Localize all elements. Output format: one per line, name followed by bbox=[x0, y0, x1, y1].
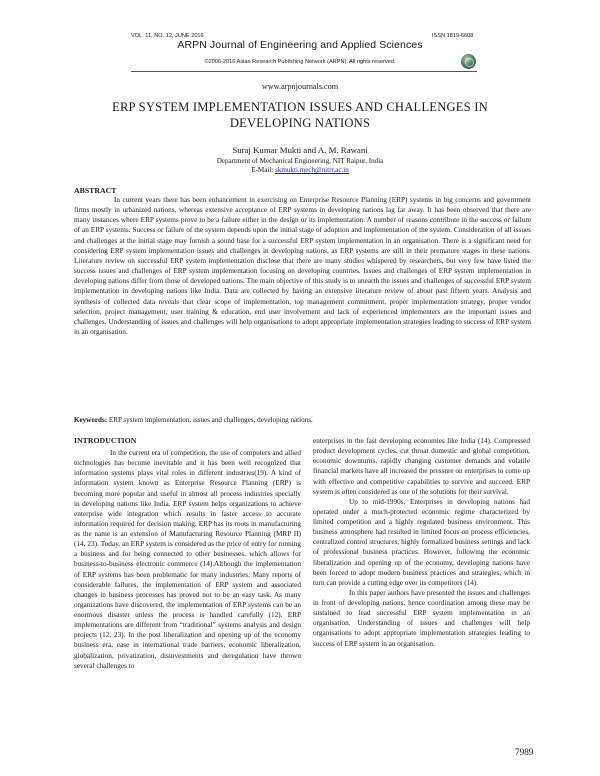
email-label: E-Mail: bbox=[251, 166, 276, 174]
introduction-heading: INTRODUCTION bbox=[74, 436, 137, 445]
left-column bbox=[74, 448, 301, 671]
abstract-text: In current years there has been enhancement in exercising on Enterprise Resource Planning (ERP) systems in big concerns and government firms mostly in urbanized nations, whereas extensive acceptance of ERP systems in developing nations lag far away. It has been observed that there are many instances where ERP systems prove to be a failure either in the design or its implementation. A number of reasons contribute in the success or failure of an ERP systems. Success or failure of the system depends upon the initial stage of adoption and implementation of the system. Consideration of all issues and challenges at the initial stage may furnish a sound base for a successful ERP system implementation in an organisation. There is a significant need for considering ERP system implementation issues and challenges in developing nations, as ERP systems are still in their premature stages in these nations. Literature review on successful ERP system implementation disclose that there are many studies whispered by researchers, but very few have listed the success issues and challenges of ERP system implementation focusing on developing countries. Issues and challenges of ERP system implementation in developing nations differ from those of developed nations. The main objective of this study is to unearth the issues and challenges of successful ERP system implementation in developing nations like India. Data are collected by having an extensive literature review of about past fifteen years. Analysis and synthesis of collected data reveals that clear scope of implementation, top management commitment, proper implementation strategy, proper vendor selection, project management, user training & education, end user involvement and lack of experienced implementers are the important issues and challenges. Understanding of issues and challenges will help organisations to adopt appropriate implementation strategies leading to success of ERP system in an organisation. bbox=[74, 196, 531, 337]
journal-title: ARPN Journal of Engineering and Applied Sciences bbox=[177, 39, 423, 51]
keywords-text: ERP system implementation, issues and challenges, developing nations. bbox=[107, 416, 313, 424]
right-column bbox=[313, 436, 530, 649]
keywords-line bbox=[74, 416, 531, 424]
keywords-label: Keywords: bbox=[74, 416, 108, 424]
website-link[interactable]: www.arpnjournals.com bbox=[261, 82, 339, 91]
intro-paragraph-1: In the current era of competition, the use of computers and allied technologies has become inevitable and it has been well recognized that information systems plays vital roles in different industries(19). A kind of information system known as Enterprise Resource Planning (ERP) is becoming more popular and useful in almost all process industries specially in developing nations like India. ERP system helps organizations to achieve enterprise wide integration which results in faster access to accurate information required for decision making. ERP has its roots in manufacturing as the name is an extension of Manufacturing Resource Planning (MRP II) (14, 23). Today, an ERP system is considered as the price of entry for running a business and for being connected to other businesses, which allows for business-to-business electronic commerce (14).Although the implementation of ERP systems has been problematic for many industries. Many reports of considerable failures, the implementation of ERP system and associated changes in business processes has proved not to be an easy task. As many organizations have discovered, the implementation of ERP systems can be an enormous disaster unless the process is handled carefully (12). ERP implementations are different from “traditional” systems analysis and design projects (12, 23). In the post liberalization and opening up of the economy business era, ease in international trade barriers, economic liberalization, globalization, privatization, disinvestments and deregulation have thrown several challenges to bbox=[74, 449, 301, 670]
intro-paragraph-2: Up to mid-1990s, Enterprises in developing nations had operated under a much-protected economic regime characterized by limited competition and a highly regulated business environment. This business atmosphere had resulted in limited focus on process efficiencies, centralized control structures, highly formalized business settings and lack of professional business practices. However, following the economic liberalization and opening up of the economy, developing nations have been forced to adopt modern business practices and strategies, which in turn can provide a cutting edge over its competitors (14). bbox=[313, 497, 530, 587]
page-number: 7989 bbox=[515, 747, 534, 757]
paper-title: ERP SYSTEM IMPLEMENTATION ISSUES AND CHALLENGES IN DEVELOPING NATIONS bbox=[112, 100, 488, 130]
affiliation: Department of Mechanical Engineering, NIT Raipur, India bbox=[216, 157, 384, 165]
issn: ISSN 1819-6608 bbox=[432, 33, 474, 39]
copyright-line: ©2006-2016 Asian Research Publishing Network (ARPN). All rights reserved. bbox=[204, 59, 396, 65]
volume-line: VOL. 11, NO. 12, JUNE 2016 bbox=[131, 33, 204, 39]
intro-paragraph-3: In this paper authors have presented the issues and challenges in front of developing nations, hence coordination among these may be sustained to lead successful ERP system implementation in an organisation. Understanding of issues and challenges will help organisations to adopt appropriate implementation strategies leading to success of ERP system in an organisation. bbox=[313, 588, 530, 648]
intro-paragraph-1-cont: enterprises in the fast developing economies like India (14). Compressed product development cycles, cut throat domestic and global competition, economic downturns, rapidly changing customer demands and volatile financial markets have all increased the pressure on enterprises to come up with effective and competitive capabilities to survive and succeed. ERP system is often considered as one of the solutions for their survival. bbox=[313, 437, 530, 496]
header-rule bbox=[131, 71, 477, 72]
email-link[interactable]: skmukti.mech@nitrr.ac.in bbox=[275, 166, 349, 174]
abstract-heading: ABSTRACT bbox=[74, 186, 117, 195]
authors: Suraj Kumar Mukti and A. M. Rawani bbox=[232, 145, 368, 155]
email-line bbox=[0, 166, 600, 174]
journal-seal-icon bbox=[461, 54, 476, 69]
